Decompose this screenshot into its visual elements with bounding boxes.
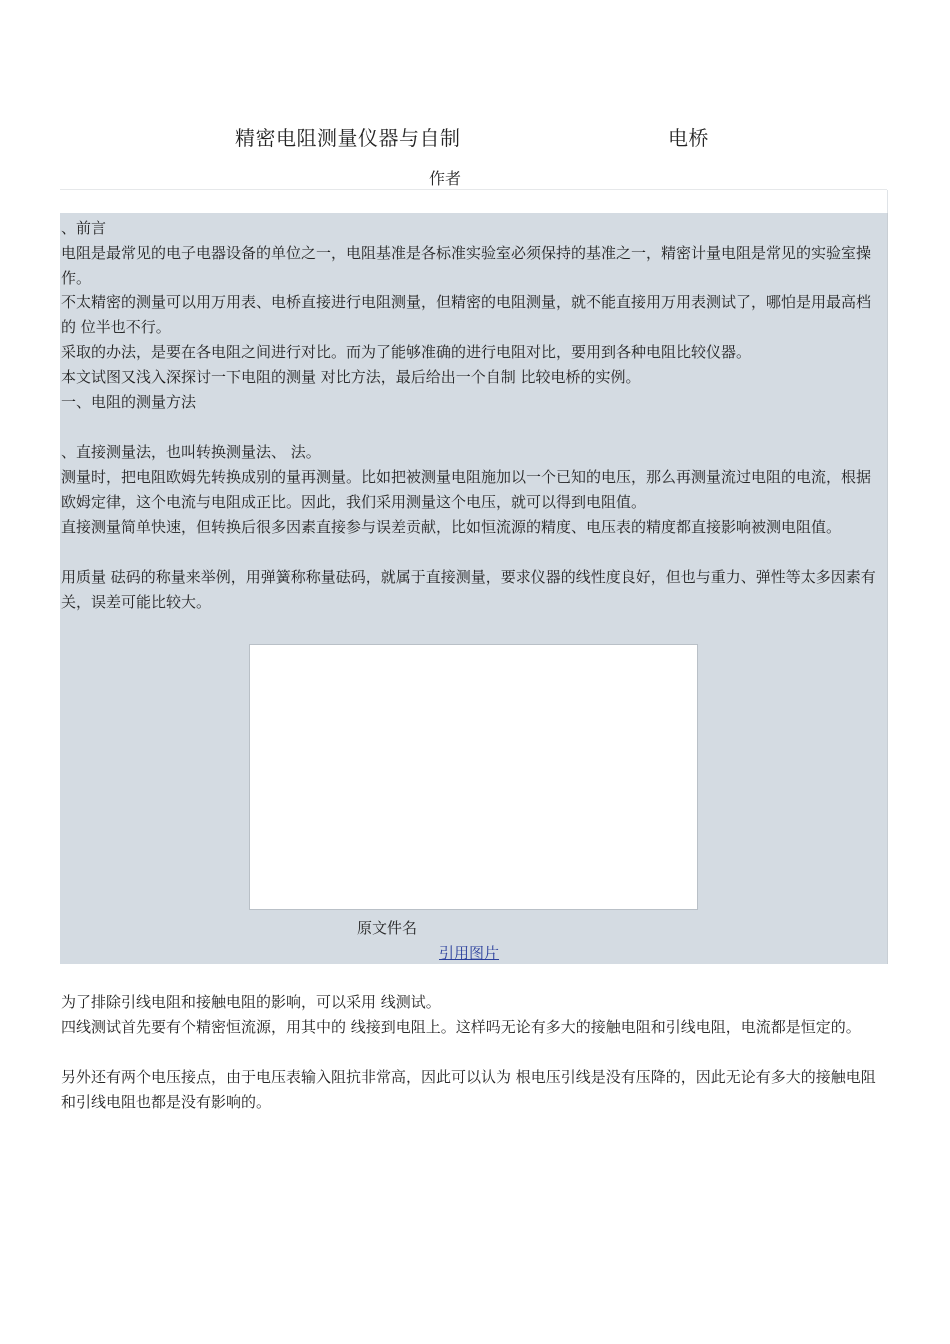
image-filename: 原文件名 bbox=[357, 919, 418, 937]
image-placeholder bbox=[249, 644, 698, 910]
paragraph: 电阻是最常见的电子电器设备的单位之一，电阻基准是各标准实验室必须保持的基准之一，精密计量电阻是常见的实验室操作。 bbox=[61, 244, 872, 287]
subsection-heading: 、直接测量法，也叫转换测量法、 法。 bbox=[61, 443, 321, 461]
document-title-suffix: 电桥 bbox=[668, 126, 709, 150]
document-title: 精密电阻测量仪器与自制 bbox=[235, 126, 461, 150]
paragraph: 四线测试首先要有个精密恒流源，用其中的 线接到电阻上。这样吗无论有多大的接触电阻和引线电阻，电流都是恒定的。 bbox=[61, 1018, 861, 1036]
paragraph: 本文试图又浅入深探讨一下电阻的测量 对比方法，最后给出一个自制 比较电桥的实例。 bbox=[61, 368, 641, 386]
author-line: 作者 bbox=[429, 169, 462, 188]
paragraph: 直接测量简单快速，但转换后很多因素直接参与误差贡献，比如恒流源的精度、电压表的精度都直接影响被测电阻值。 bbox=[61, 518, 842, 536]
section-heading-methods: 一、电阻的测量方法 bbox=[61, 393, 197, 411]
paragraph: 不太精密的测量可以用万用表、电桥直接进行电阻测量，但精密的电阻测量，就不能直接用万用表测试了，哪怕是用最高档的 位半也不行。 bbox=[61, 293, 872, 336]
paragraph: 测量时，把电阻欧姆先转换成别的量再测量。比如把被测量电阻施加以一个已知的电压，那么再测量流过电阻的电流，根据欧姆定律，这个电流与电阻成正比。因此，我们采用测量这个电压，就可以得到电阻值。 bbox=[61, 468, 872, 511]
section-heading-preface: 、前言 bbox=[61, 219, 107, 237]
paragraph: 采取的办法，是要在各电阻之间进行对比。而为了能够准确的进行电阻对比，要用到各种电阻比较仪器。 bbox=[61, 343, 752, 361]
paragraph: 为了排除引线电阻和接触电阻的影响，可以采用 线测试。 bbox=[61, 993, 441, 1011]
paragraph: 用质量 砝码的称量来举例，用弹簧称称量砝码，就属于直接测量，要求仪器的线性度良好，但也与重力、弹性等太多因素有关，误差可能比较大。 bbox=[61, 568, 876, 611]
blank-table-row bbox=[60, 190, 888, 213]
image-link[interactable]: 引用图片 bbox=[439, 944, 500, 962]
paragraph: 另外还有两个电压接点，由于电压表输入阻抗非常高，因此可以认为 根电压引线是没有压降的，因此无论有多大的接触电阻和引线电阻也都是没有影响的。 bbox=[61, 1068, 876, 1111]
